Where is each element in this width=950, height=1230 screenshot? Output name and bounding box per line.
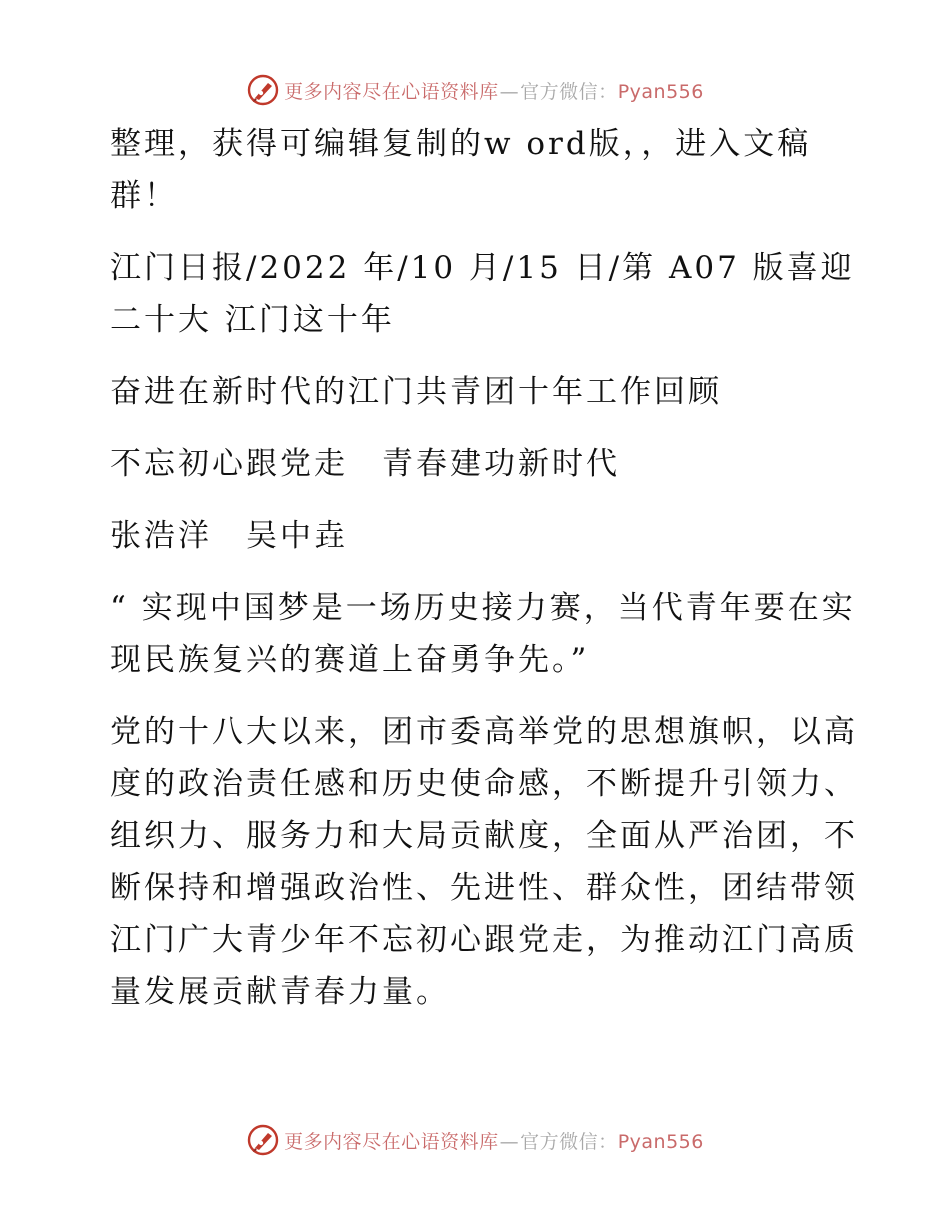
pen-logo-icon bbox=[246, 73, 280, 107]
watermark-main: 更多内容尽在心语资料库 bbox=[284, 1130, 499, 1153]
pen-logo-icon bbox=[246, 1123, 280, 1157]
subtitle: 奋进在新时代的江门共青团十年工作回顾 bbox=[110, 374, 722, 410]
watermark-sub: 官方微信： bbox=[520, 1130, 618, 1153]
watermark-text bbox=[284, 77, 704, 104]
watermark-sub: 官方微信： bbox=[520, 80, 618, 103]
watermark-dash: — bbox=[499, 1130, 520, 1153]
watermark-banner-bottom bbox=[0, 1120, 950, 1160]
intro-paragraph: 整理，获得可编辑复制的w ord版，，进入文稿群！ bbox=[110, 126, 812, 214]
quote-paragraph: “ 实现中国梦是一场历史接力赛，当代青年要在实现民族复兴的赛道上奋勇争先。” bbox=[110, 590, 856, 678]
watermark-banner-top bbox=[0, 70, 950, 110]
authors: 张浩洋 吴中垚 bbox=[110, 518, 348, 554]
source-line: 江门日报/2022 年/10 月/15 日/第 A07 版喜迎二十大 江门这十年 bbox=[110, 250, 855, 338]
watermark-id: Pyan556 bbox=[617, 1130, 704, 1153]
watermark-text bbox=[284, 1127, 704, 1154]
watermark-dash: — bbox=[499, 80, 520, 103]
headline: 不忘初心跟党走 青春建功新时代 bbox=[110, 446, 620, 482]
watermark-id: Pyan556 bbox=[617, 80, 704, 103]
body-paragraph: 党的十八大以来，团市委高举党的思想旗帜，以高度的政治责任感和历史使命感，不断提升引领力、组织力、服务力和大局贡献度，全面从严治团，不断保持和增强政治性、先进性、群众性，团结带领江门广大青少年不忘初心跟党走，为推动江门高质量发展贡献青春力量。 bbox=[110, 714, 858, 1010]
watermark-main: 更多内容尽在心语资料库 bbox=[284, 80, 499, 103]
document-body bbox=[98, 118, 858, 1038]
